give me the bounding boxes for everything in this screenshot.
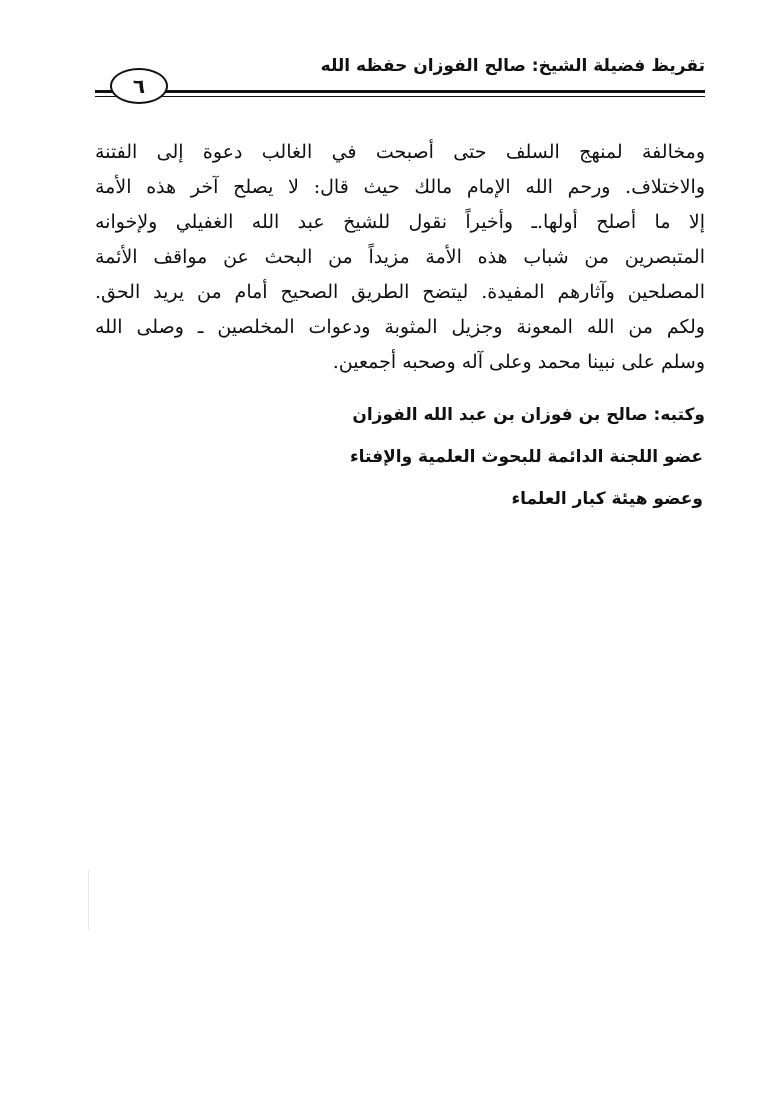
header-title: تقريظ فضيلة الشيخ: صالح الفوزان حفظه الله <box>320 56 705 76</box>
text-line: المتبصرين من شباب هذه الأمة مزيداً من البحث عن مواقف الأئمة <box>95 246 705 268</box>
scan-margin-mark <box>88 870 89 930</box>
text-line: إلا ما أصلح أولها.ـ وأخيراً نقول للشيخ عبد الله الغفيلي ولإخوانه <box>95 211 705 233</box>
signature-author: وكتبه: صالح بن فوزان بن عبد الله الفوزان <box>352 405 705 425</box>
signature-membership: وعضو هيئة كبار العلماء <box>511 489 703 509</box>
text-line: ولكم من الله المعونة وجزيل المثوبة ودعوات المخلصين ـ وصلى الله <box>95 316 705 338</box>
signature-position: عضو اللجنة الدائمة للبحوث العلمية والإفتاء <box>349 447 703 467</box>
text-line: المصلحين وآثارهم المفيدة. ليتضح الطريق الصحيح أمام من يريد الحق. <box>95 281 705 303</box>
header-rule-thick <box>95 90 705 93</box>
page-header <box>95 48 705 108</box>
text-line: والاختلاف. ورحم الله الإمام مالك حيث قال: لا يصلح آخر هذه الأمة <box>95 176 705 198</box>
header-rule-thin <box>95 96 705 97</box>
text-line: وسلم على نبينا محمد وعلى آله وصحبه أجمعين. <box>332 351 705 373</box>
body-text <box>95 135 705 380</box>
page-number-badge: ٦ <box>110 68 168 104</box>
text-line: ومخالفة لمنهج السلف حتى أصبحت في الغالب دعوة إلى الفتنة <box>95 141 705 163</box>
signature-block <box>185 400 705 526</box>
